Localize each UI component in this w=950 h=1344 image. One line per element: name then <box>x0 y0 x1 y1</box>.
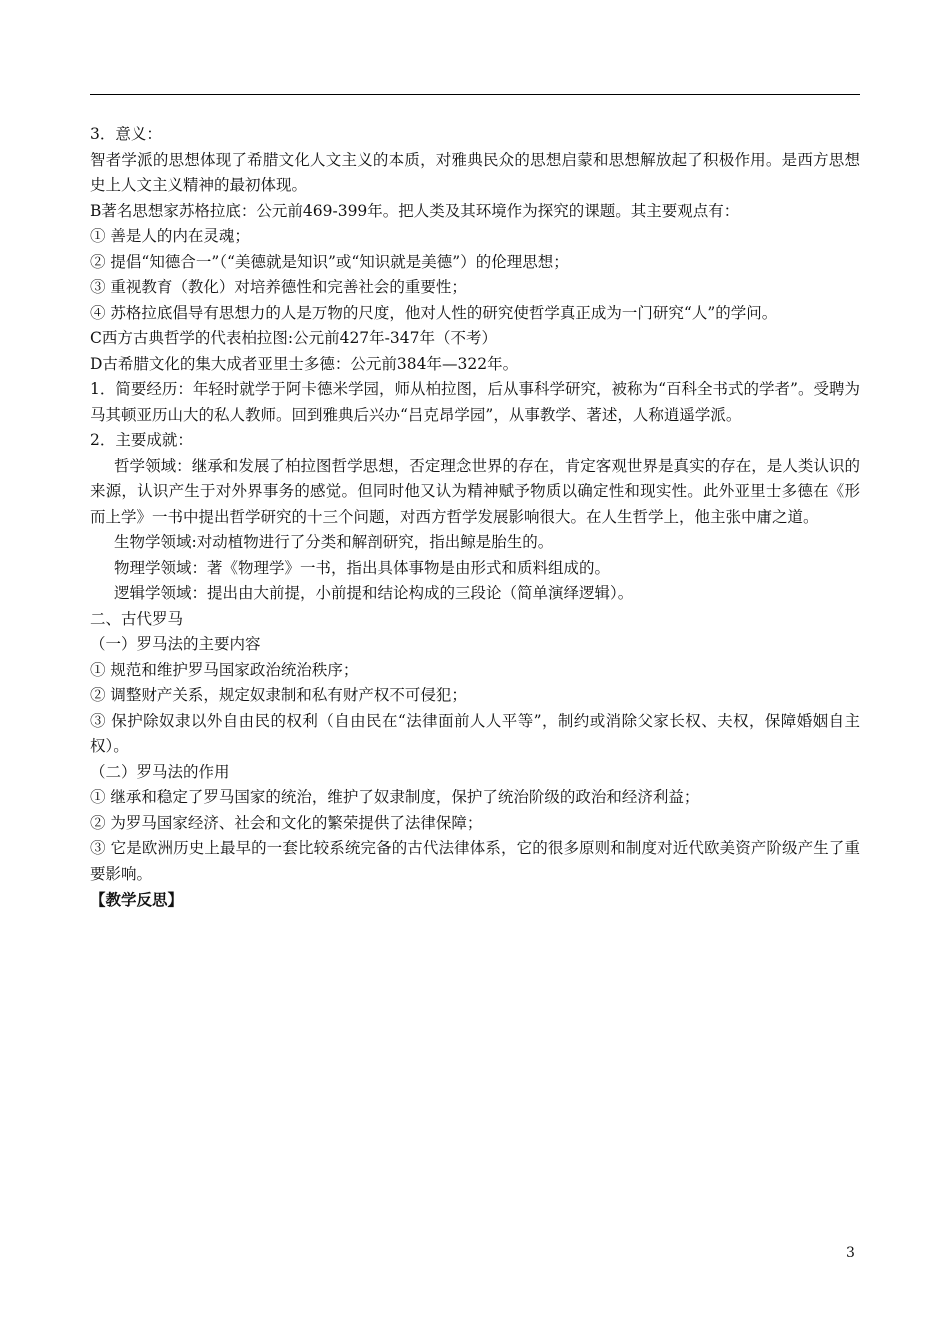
law-effect-item: ② 为罗马国家经济、社会和文化的繁荣提供了法律保障； <box>90 813 483 832</box>
aristotle-experience: 1．简要经历：年轻时就学于阿卡德米学园，师从柏拉图，后从事科学研究，被称为“百科全书式的学者”。受聘为马其顿亚历山大的私人教师。回到雅典后兴办“吕克昂学园”，从事教学、著述，人称逍遥学派。 <box>90 380 860 424</box>
aristotle-biology: 生物学领域:对动植物进行了分类和解剖研究，指出鲸是胎生的。 <box>114 533 554 551</box>
law-content-item: ② 调整财产关系，规定奴隶制和私有财产权不可侵犯； <box>90 686 467 704</box>
aristotle-logic: 逻辑学领域：提出由大前提，小前提和结论构成的三段论（简单演绎逻辑）。 <box>114 584 634 602</box>
meaning-heading: 3．意义： <box>90 125 162 143</box>
rome-heading: 二、古代罗马 <box>90 609 184 628</box>
meaning-paragraph: 智者学派的思想体现了希腊文化人文主义的本质，对雅典民众的思想启蒙和思想解放起了积极作用。是西方思想史上人文主义精神的最初体现。 <box>90 150 860 194</box>
socrates-point: ① 善是人的内在灵魂； <box>90 227 250 245</box>
aristotle-intro: D古希腊文化的集大成者亚里士多德：公元前384年—322年。 <box>90 354 519 373</box>
socrates-point: ③ 重视教育（教化）对培养德性和完善社会的重要性； <box>90 278 467 296</box>
plato-line: C西方古典哲学的代表柏拉图:公元前427年-347年（不考） <box>90 329 497 347</box>
law-content-item: ③ 保护除奴隶以外自由民的权利（自由民在“法律面前人人平等”，制约或消除父家长权、夫权，保障婚姻自主权）。 <box>90 711 860 755</box>
socrates-point: ④ 苏格拉底倡导有思想力的人是万物的尺度，他对人性的研究使哲学真正成为一门研究“人”的学问。 <box>90 303 778 322</box>
reflection-heading: 【教学反思】 <box>90 890 184 909</box>
aristotle-physics: 物理学领域：著《物理学》一书，指出具体事物是由形式和质料组成的。 <box>114 558 611 577</box>
page-number: 3 <box>846 1245 855 1261</box>
law-content-heading: （一）罗马法的主要内容 <box>90 635 261 653</box>
law-effect-item: ③ 它是欧洲历史上最早的一套比较系统完备的古代法律体系，它的很多原则和制度对近代欧美资产阶级产生了重要影响。 <box>90 839 860 883</box>
aristotle-achievements-heading: 2．主要成就： <box>90 431 193 449</box>
socrates-point: ② 提倡“知德合一”（“美德就是知识”或“知识就是美德”）的伦理思想； <box>90 252 569 271</box>
header-rule <box>90 94 860 95</box>
socrates-intro: B著名思想家苏格拉底：公元前469-399年。把人类及其环境作为探究的课题。其主要观点有： <box>90 201 740 220</box>
aristotle-philosophy: 哲学领域：继承和发展了柏拉图哲学思想，否定理念世界的存在，肯定客观世界是真实的存在，是人类认识的来源，认识产生于对外界事务的感觉。但同时他又认为精神赋予物质以确定性和现实性。此外亚里士多德在《形而上学》一书中提出哲学研究的十三个问题，对西方哲学发展影响很大。在人生哲学上，他主张中庸之道。 <box>90 456 860 526</box>
law-effect-item: ① 继承和稳定了罗马国家的统治，维护了奴隶制度，保护了统治阶级的政治和经济利益； <box>90 788 700 806</box>
law-effect-heading: （二）罗马法的作用 <box>90 762 230 781</box>
document-body <box>90 122 860 913</box>
law-content-item: ① 规范和维护罗马国家政治统治秩序； <box>90 660 359 679</box>
